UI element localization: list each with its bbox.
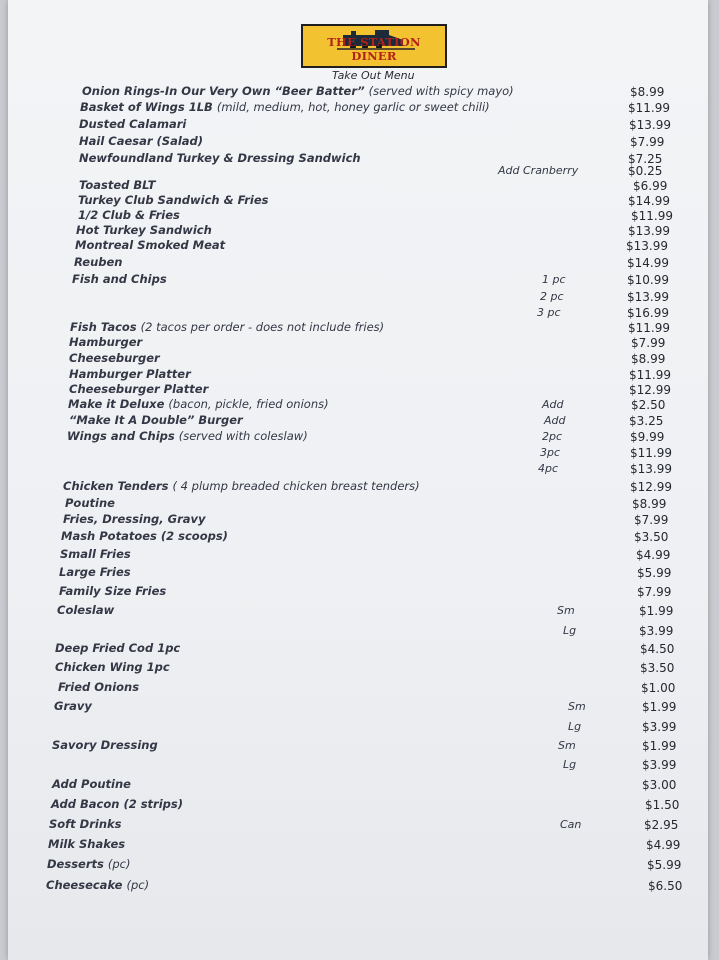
menu-item-name [67,429,308,443]
item-price: $1.50 [645,798,680,812]
item-price: $7.99 [634,513,669,527]
menu-item-name [49,817,122,831]
item-price: $10.99 [627,273,669,287]
item-name-text: Large Fries [59,565,131,579]
item-name-text: Mash Potatoes (2 scoops) [61,529,228,543]
item-name-text: Dusted Calamari [79,117,187,131]
item-name-text: Soft Drinks [49,817,122,831]
item-qualifier: Add Cranberry [498,164,579,177]
item-name-text: Toasted BLT [79,178,156,192]
item-price: $1.99 [639,604,674,618]
item-qualifier: Can [560,818,582,831]
item-price: $11.99 [628,101,670,115]
item-price: $14.99 [627,256,669,270]
item-name-text: Montreal Smoked Meat [75,238,226,252]
item-name-text: 1/2 Club & Fries [78,208,180,222]
item-name-text: Cheesecake [46,878,123,892]
item-qualifier: 3pc [540,446,561,459]
item-price: $9.99 [630,430,665,444]
menu-item-name [75,238,225,252]
item-qualifier: Sm [558,739,576,752]
item-price: $14.99 [628,194,670,208]
item-price: $11.99 [629,368,671,382]
item-note: (pc) [126,878,150,892]
item-note: (served with spicy mayo) [368,84,514,98]
menu-item-name [68,397,329,411]
item-name-text: Cheeseburger [69,351,160,365]
item-name-text: Milk Shakes [48,837,126,851]
item-price: $2.50 [631,398,666,412]
menu-item-name [79,134,203,148]
item-name-text: Deep Fried Cod 1pc [55,641,181,655]
item-price: $7.99 [631,336,666,350]
item-name-text: Make it Deluxe [68,397,165,411]
item-price: $7.25 [628,152,663,166]
item-name-text: Small Fries [60,547,131,561]
item-price: $16.99 [627,306,669,320]
menu-item-name [51,797,183,811]
item-qualifier: 2pc [542,430,563,443]
item-name-text: Turkey Club Sandwich & Fries [78,193,269,207]
item-price: $3.50 [634,530,669,544]
item-name-text: Hamburger Platter [69,367,191,381]
menu-item-name [79,178,155,192]
item-price: $4.50 [640,642,675,656]
item-name-text: Fries, Dressing, Gravy [63,512,206,526]
menu-item-name [48,837,125,851]
item-name-text: Chicken Wing 1pc [55,660,170,674]
menu-item-name [59,584,166,598]
menu-item-name [61,529,228,543]
item-price: $5.99 [647,858,682,872]
item-price: $12.99 [630,480,672,494]
menu-item-name [55,641,180,655]
item-price: $1.99 [642,739,677,753]
item-price: $12.99 [629,383,671,397]
logo [301,24,447,68]
item-name-text: Cheeseburger Platter [69,382,209,396]
item-name-text: “Make It A Double” Burger [69,413,243,427]
item-name-text: Reuben [74,255,123,269]
menu-item-name [72,272,167,286]
item-name-text: Wings and Chips [67,429,175,443]
item-name-text: Hamburger [69,335,143,349]
item-price: $6.99 [633,179,668,193]
item-price: $13.99 [626,239,668,253]
menu-item-name [69,335,142,349]
menu-item-name [60,547,131,561]
item-qualifier: Lg [563,758,577,771]
menu-item-name [46,878,149,892]
item-note: ( 4 plump breaded chicken breast tenders) [172,479,420,493]
item-name-text: Savory Dressing [52,738,158,752]
menu-item-name [79,151,361,165]
item-name-text: Add Poutine [52,777,131,791]
item-qualifier: 1 pc [542,273,566,286]
item-note: (2 tacos per order - does not include fries) [140,320,385,334]
menu-item-name [69,367,191,381]
item-price: $11.99 [628,321,670,335]
item-name-text: Family Size Fries [59,584,167,598]
item-qualifier: 3 pc [537,306,561,319]
item-qualifier: 2 pc [540,290,564,303]
item-price: $4.99 [646,838,681,852]
item-note: (pc) [107,857,131,871]
menu-item-name [78,193,268,207]
item-name-text: Gravy [54,699,92,713]
menu-item-name [70,320,384,334]
item-price: $5.99 [637,566,672,580]
menu-item-name [80,100,490,114]
item-price: $6.50 [648,879,683,893]
item-price: $4.99 [636,548,671,562]
menu-item-name [74,255,123,269]
item-price: $3.00 [642,778,677,792]
item-qualifier: Sm [557,604,575,617]
item-note: (served with coleslaw) [178,429,308,443]
item-name-text: Hail Caesar (Salad) [79,134,204,148]
item-price: $7.99 [637,585,672,599]
menu-item-name [55,660,170,674]
item-qualifier: Lg [568,720,582,733]
item-name-text: Newfoundland Turkey & Dressing Sandwich [79,151,361,165]
item-name-text: Coleslaw [57,603,115,617]
menu-item-name [54,699,92,713]
item-name-text: Poutine [65,496,115,510]
item-name-text: Hot Turkey Sandwich [76,223,212,237]
item-qualifier: Add [544,414,566,427]
item-name-text: Fried Onions [58,680,140,694]
item-price: $11.99 [630,446,672,460]
item-name-text: Fish and Chips [72,272,167,286]
item-name-text: Chicken Tenders [63,479,169,493]
menu-item-name [58,680,139,694]
item-price: $3.99 [642,758,677,772]
menu-item-name [63,512,206,526]
menu-item-name [65,496,115,510]
item-price: $13.99 [629,118,671,132]
menu-item-name [79,117,186,131]
item-price: $13.99 [627,290,669,304]
menu-item-name [52,738,158,752]
menu-item-name [63,479,420,493]
item-price: $8.99 [632,497,667,511]
item-price: $1.99 [642,700,677,714]
item-price: $0.25 [628,164,663,178]
item-note: (mild, medium, hot, honey garlic or sweet chili) [216,100,490,114]
menu-item-name [69,382,208,396]
item-price: $3.25 [629,414,664,428]
item-price: $7.99 [630,135,665,149]
item-price: $3.99 [639,624,674,638]
item-price: $8.99 [630,85,665,99]
item-qualifier: 4pc [538,462,559,475]
menu-item-name [52,777,131,791]
menu-item-name [69,413,243,427]
item-price: $1.00 [641,681,676,695]
item-price: $13.99 [630,462,672,476]
menu-item-name [47,857,130,871]
item-name-text: Basket of Wings 1LB [80,100,213,114]
item-price: $3.99 [642,720,677,734]
menu-item-name [59,565,131,579]
item-name-text: Desserts [47,857,104,871]
menu-item-name [69,351,160,365]
menu-item-name [78,208,180,222]
item-note: (bacon, pickle, fried onions) [168,397,329,411]
item-name-text: Add Bacon (2 strips) [51,797,183,811]
item-qualifier: Add [542,398,564,411]
item-price: $2.95 [644,818,679,832]
menu-item-name [57,603,114,617]
menu-subtitle: Take Out Menu [332,69,415,82]
item-price: $8.99 [631,352,666,366]
item-price: $3.50 [640,661,675,675]
item-price: $13.99 [628,224,670,238]
logo-text: THE STATION DINER [327,35,421,63]
menu-paper [8,0,708,960]
item-qualifier: Sm [568,700,586,713]
menu-item-name [76,223,212,237]
item-qualifier: Lg [563,624,577,637]
item-price: $11.99 [631,209,673,223]
item-name-text: Fish Tacos [70,320,137,334]
menu-item-name [82,84,514,98]
item-name-text: Onion Rings-In Our Very Own “Beer Batter” [82,84,365,98]
